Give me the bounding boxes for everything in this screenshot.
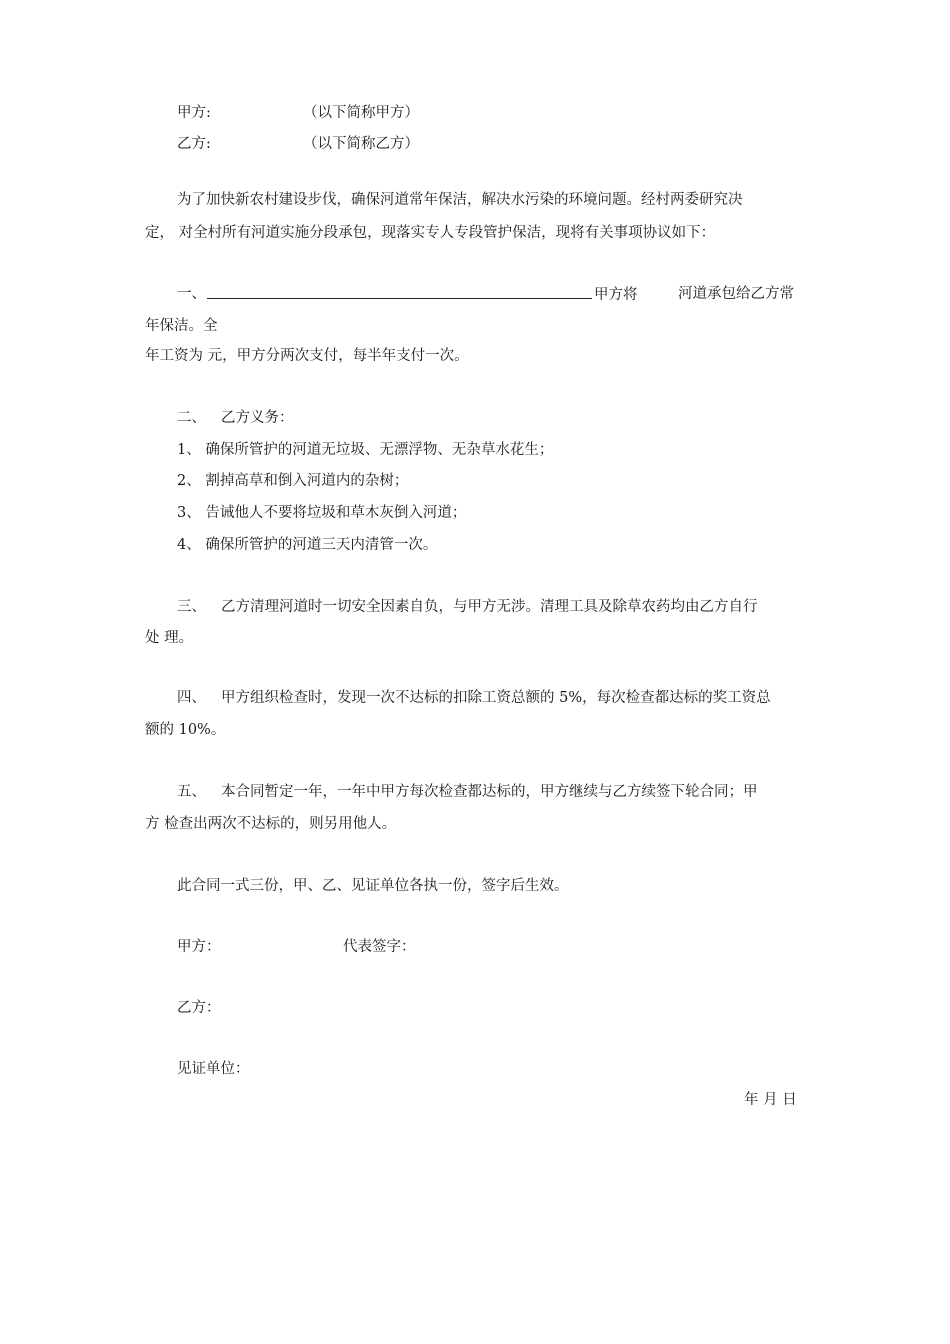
duty-item: 4、 确保所管护的河道三天内清管一次。 xyxy=(177,537,438,553)
clause-1-line-1 xyxy=(207,284,638,305)
closing-statement: 此合同一式三份，甲、乙、见证单位各执一份，签字后生效。 xyxy=(177,878,569,894)
preamble-line-1: 为了加快新农村建设步伐，确保河道常年保洁，解决水污染的环境问题。经村两委研究决 xyxy=(177,192,743,208)
party-a-note: （以下简称甲方） xyxy=(303,105,419,121)
clause-5-line-1: 本合同暂定一年，一年中甲方每次检查都达标的，甲方继续与乙方续签下轮合同；甲 xyxy=(221,784,758,800)
clause-1-line-3: 年工资为 元，甲方分两次支付，每半年支付一次。 xyxy=(145,348,469,364)
clause-4-line-1: 甲方组织检查时，发现一次不达标的扣除工资总额的 5%，每次检查都达标的奖工资总 xyxy=(221,690,771,706)
signature-party-b: 乙方： xyxy=(177,1000,221,1016)
clause-4-number: 四、 xyxy=(177,690,206,706)
clause-3-line-1: 乙方清理河道时一切安全因素自负，与甲方无涉。清理工具及除草农药均由乙方自行 xyxy=(221,599,758,615)
clause-1-text-a: 甲方将 xyxy=(594,287,638,303)
clause-5-line-2: 方 检查出两次不达标的，则另用他人。 xyxy=(145,816,397,832)
blank-underline xyxy=(207,284,592,299)
clause-1-text-b: 河道承包给乙方常 xyxy=(678,286,794,302)
clause-5-number: 五、 xyxy=(177,784,206,800)
clause-4-line-2: 额的 10%。 xyxy=(145,722,226,738)
signature-party-a: 甲方： xyxy=(177,939,221,955)
clause-1-line-2: 年保洁。全 xyxy=(145,318,218,334)
signature-representative: 代表签字： xyxy=(343,939,416,955)
party-b-note: （以下简称乙方） xyxy=(303,136,419,152)
preamble-line-2: 定， 对全村所有河道实施分段承包，现落实专人专段管护保洁，现将有关事项协议如下： xyxy=(145,225,716,241)
duty-item: 2、 割掉高草和倒入河道内的杂树； xyxy=(177,473,409,489)
clause-2-title: 乙方义务： xyxy=(221,410,294,426)
duty-item: 1、 确保所管护的河道无垃圾、无漂浮物、无杂草水花生； xyxy=(177,442,554,458)
clause-3-number: 三、 xyxy=(177,599,206,615)
clause-2-number: 二、 xyxy=(177,410,206,426)
duty-item: 3、 告诫他人不要将垃圾和草木灰倒入河道； xyxy=(177,505,467,521)
party-b-label: 乙方: xyxy=(177,136,211,152)
clause-1-number: 一、 xyxy=(177,286,206,302)
clause-3-line-2: 处 理。 xyxy=(145,630,194,646)
party-a-label: 甲方: xyxy=(177,105,211,121)
signature-date: 年 月 日 xyxy=(744,1092,797,1108)
signature-witness: 见证单位： xyxy=(177,1061,250,1077)
